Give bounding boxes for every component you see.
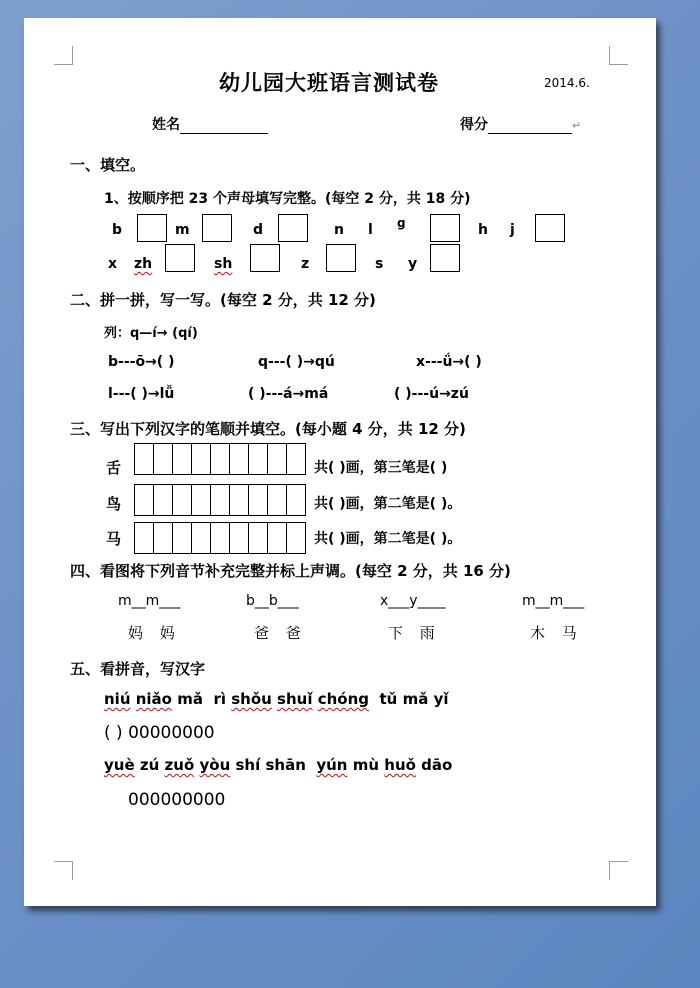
picture-word: 下 雨 [388, 624, 441, 642]
pinyin-syllable: tǔ [379, 690, 398, 708]
pinyin-syllable: shǒu [231, 690, 272, 708]
answer-line: 000000000 [128, 790, 226, 810]
letter: n [334, 222, 344, 238]
name-field [152, 114, 268, 134]
letter: s [375, 256, 384, 272]
crop-mark [609, 46, 628, 65]
letter: h [478, 222, 488, 238]
syllable-blank: m__m___ [118, 593, 181, 609]
stroke-grid [134, 484, 306, 516]
letter: x [108, 256, 118, 272]
pinyin-exercise: q---( )→qú [258, 354, 335, 370]
syllable-blank: b__b___ [246, 593, 299, 609]
pinyin-syllable: yún [316, 756, 348, 774]
pinyin-syllable: dāo [421, 756, 453, 774]
letter: j [510, 222, 515, 238]
pinyin-syllable: huǒ [384, 756, 416, 774]
stroke-grid [134, 522, 306, 554]
stroke-char: 鸟 [106, 495, 122, 513]
stroke-question: 共( )画，第三笔是( ) [314, 460, 448, 476]
stroke-char: 马 [106, 530, 122, 548]
answer-box [535, 214, 565, 242]
pinyin-syllable: shuǐ [277, 690, 313, 708]
page-title: 幼儿园大班语言测试卷 [219, 71, 439, 95]
letter: b [112, 222, 123, 238]
section-2-heading: 二、拼一拼，写一写。(每空 2 分，共 12 分) [70, 291, 376, 309]
example-line: 列：q—í→ (qí) [104, 326, 198, 341]
syllable-blank: m__m___ [522, 593, 585, 609]
letter: d [253, 222, 264, 238]
pinyin-syllable: mǎ [402, 690, 429, 708]
pinyin-syllable: mǎ [177, 690, 203, 708]
score-blank [488, 119, 572, 134]
pinyin-syllable: zú [139, 756, 160, 774]
pinyin-exercise: x---ǘ→( ) [416, 354, 482, 370]
picture-word: 爸 爸 [254, 624, 307, 642]
answer-box [430, 244, 460, 272]
picture-word: 木 马 [530, 624, 583, 642]
document-page [24, 18, 656, 906]
letter: sh [214, 256, 233, 272]
picture-word: 妈 妈 [128, 624, 181, 642]
syllable-blank: x___y____ [380, 593, 446, 609]
answer-box [202, 214, 232, 242]
pinyin-syllable: niǎo [135, 690, 172, 708]
answer-line: ( ) 00000000 [104, 723, 215, 743]
answer-box [165, 244, 195, 272]
paragraph-mark: ↵ [572, 119, 582, 132]
section-4-heading: 四、看图将下列音节补充完整并标上声调。(每空 2 分，共 16 分) [70, 562, 511, 580]
pinyin-exercise: ( )---á→má [248, 386, 329, 402]
pinyin-exercise: b---ō→( ) [108, 354, 175, 370]
letter: y [408, 256, 418, 272]
score-label: 得分 [460, 117, 488, 133]
pinyin-syllable: zuǒ [164, 756, 195, 774]
pinyin-exercise: ( )---ú→zú [394, 386, 469, 402]
letter: l [368, 222, 373, 238]
name-blank [180, 119, 268, 134]
crop-mark [54, 46, 73, 65]
pinyin-syllable: yòu [199, 756, 231, 774]
answer-box [250, 244, 280, 272]
letter: g [397, 216, 406, 230]
letter: zh [134, 256, 153, 272]
pinyin-syllable: rì [213, 690, 226, 708]
answer-box [430, 214, 460, 242]
letter: z [301, 256, 310, 272]
section-5-heading: 五、看拼音，写汉字 [70, 660, 206, 678]
section-1-heading: 一、填空。 [70, 156, 146, 174]
pinyin-syllable: shí [235, 756, 261, 774]
pinyin-syllable: mù [352, 756, 380, 774]
pinyin-syllable: yǐ [433, 690, 449, 708]
crop-mark [609, 861, 628, 880]
section-3-heading: 三、写出下列汉字的笔顺并填空。(每小题 4 分，共 12 分) [70, 420, 466, 438]
pinyin-syllable: yuè [104, 756, 135, 774]
name-label: 姓名 [152, 117, 180, 133]
pinyin-syllable: chóng [317, 690, 370, 708]
date-label: 2014.6. [544, 76, 590, 90]
crop-mark [54, 861, 73, 880]
answer-box [278, 214, 308, 242]
section-1-question: 1、按顺序把 23 个声母填写完整。(每空 2 分，共 18 分) [104, 191, 471, 207]
stroke-question: 共( )画，第二笔是( )。 [314, 496, 462, 512]
pinyin-line [104, 756, 452, 774]
score-field [460, 114, 581, 134]
pinyin-exercise: l---( )→lǚ [108, 386, 175, 402]
letter: m [175, 222, 190, 238]
answer-box [137, 214, 167, 242]
stroke-grid [134, 443, 306, 475]
pinyin-syllable: niú [104, 690, 131, 708]
stroke-question: 共( )画，第二笔是( )。 [314, 531, 462, 547]
pinyin-syllable: shān [265, 756, 306, 774]
pinyin-line [104, 690, 448, 708]
stroke-char: 舌 [106, 459, 122, 477]
answer-box [326, 244, 356, 272]
